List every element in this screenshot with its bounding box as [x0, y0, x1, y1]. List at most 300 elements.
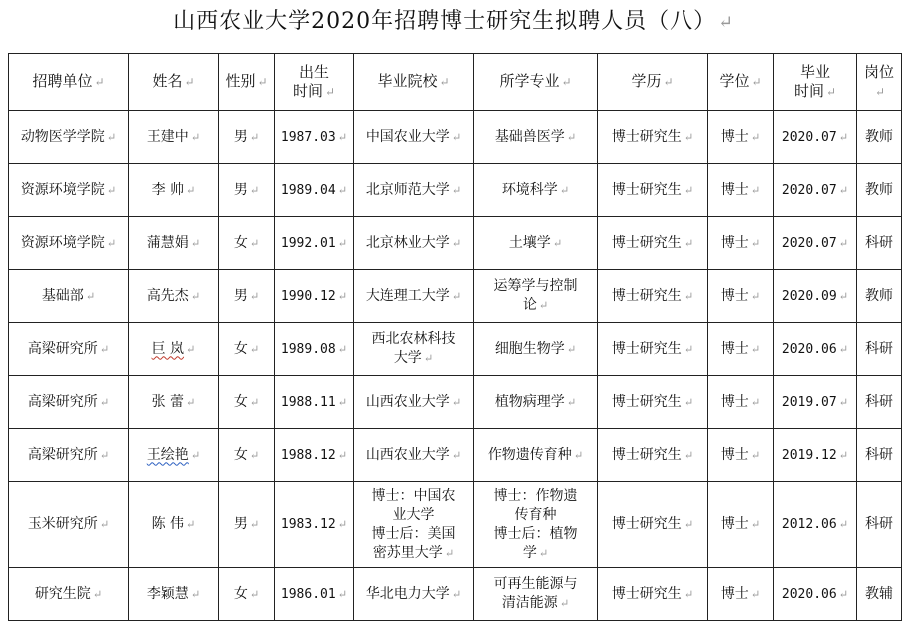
paragraph-mark-icon: ↵ [99, 395, 110, 409]
grad-cell [774, 164, 857, 217]
name-cell [129, 217, 219, 270]
paragraph-mark-icon: ↵ [561, 75, 572, 89]
paragraph-mark-icon: ↵ [683, 518, 694, 531]
paragraph-mark-icon: ↵ [683, 130, 694, 144]
paragraph-mark-icon: ↵ [566, 130, 577, 144]
school-cell [354, 376, 474, 429]
degree-cell [708, 429, 774, 482]
name-cell [129, 376, 219, 429]
major-text: 运筹学与控制 论 [493, 278, 578, 313]
paragraph-mark-icon: ↵ [538, 299, 549, 312]
paragraph-mark-icon: ↵ [663, 75, 674, 89]
paragraph-mark-icon: ↵ [750, 587, 761, 601]
paragraph-mark-icon: ↵ [106, 130, 117, 144]
paragraph-mark-icon: ↵ [552, 236, 563, 250]
birth-cell [275, 111, 354, 164]
paragraph-mark-icon: ↵ [825, 84, 837, 99]
table-row [9, 482, 902, 568]
paragraph-mark-icon: ↵ [573, 448, 584, 462]
header-label: 岗位 [863, 62, 894, 81]
education-text: 博士研究生 [611, 181, 682, 198]
paragraph-mark-icon: ↵ [838, 395, 849, 409]
degree-text: 博士 [720, 340, 749, 357]
paragraph-mark-icon: ↵ [186, 183, 196, 197]
degree-text: 博士 [720, 585, 749, 602]
paragraph-mark-icon: ↵ [451, 289, 462, 303]
unit-text: 高梁研究所 [27, 446, 98, 463]
degree-text: 博士 [720, 234, 749, 251]
degree-cell [708, 270, 774, 323]
paragraph-mark-icon: ↵ [337, 289, 348, 303]
unit-cell [9, 111, 129, 164]
paragraph-mark-icon: ↵ [838, 342, 849, 356]
paragraph-mark-icon: ↵ [559, 183, 570, 197]
paragraph-mark-icon: ↵ [451, 587, 462, 601]
table-body [9, 111, 902, 621]
paragraph-mark-icon: ↵ [99, 342, 110, 356]
education-cell [598, 111, 708, 164]
name-text: 蒲慧娟 [146, 234, 189, 251]
header-cell [354, 54, 474, 111]
grad-text: 2020.09 [781, 288, 837, 304]
paragraph-mark-icon: ↵ [337, 448, 348, 462]
school-cell [354, 164, 474, 217]
major-cell [474, 323, 598, 376]
post-cell [857, 111, 902, 164]
unit-cell [9, 568, 129, 621]
birth-cell [275, 323, 354, 376]
unit-text: 高梁研究所 [27, 393, 98, 410]
name-text: 李颖慧 [146, 585, 189, 602]
gender-cell [219, 164, 275, 217]
header-cell [598, 54, 708, 111]
header-label: 出生 时间 [292, 62, 329, 100]
school-text: 华北电力大学 [365, 585, 450, 602]
header-cell [708, 54, 774, 111]
paragraph-mark-icon: ↵ [249, 289, 260, 303]
education-cell [598, 429, 708, 482]
gender-cell [219, 270, 275, 323]
header-label: 所学专业 [499, 72, 560, 90]
table-row [9, 323, 902, 376]
unit-text: 资源环境学院 [20, 234, 105, 251]
post-cell [857, 429, 902, 482]
unit-cell [9, 270, 129, 323]
name-cell [129, 323, 219, 376]
paragraph-mark-icon: ↵ [99, 448, 110, 462]
paragraph-mark-icon: ↵ [249, 395, 260, 409]
paragraph-mark-icon: ↵ [750, 183, 761, 197]
school-cell [354, 217, 474, 270]
name-text: 巨 岚 [151, 340, 185, 357]
major-text: 细胞生物学 [494, 340, 565, 357]
paragraph-mark-icon: ↵ [683, 395, 694, 409]
table-row [9, 164, 902, 217]
education-text: 博士研究生 [611, 393, 682, 410]
paragraph-mark-icon: ↵ [683, 587, 694, 601]
post-cell [857, 217, 902, 270]
table-row [9, 270, 902, 323]
school-cell [354, 568, 474, 621]
paragraph-mark-icon: ↵ [538, 546, 549, 560]
unit-text: 动物医学学院 [20, 128, 105, 145]
name-text: 高先杰 [146, 287, 189, 304]
paragraph-mark-icon: ↵ [718, 13, 734, 33]
degree-text: 博士 [720, 128, 749, 145]
school-text: 山西农业大学 [365, 393, 450, 410]
header-label: 毕业院校 [377, 72, 438, 90]
grad-cell [774, 270, 857, 323]
paragraph-mark-icon: ↵ [184, 75, 195, 89]
grad-cell [774, 482, 857, 568]
paragraph-mark-icon: ↵ [838, 587, 849, 601]
paragraph-mark-icon: ↵ [838, 448, 849, 462]
degree-cell [708, 568, 774, 621]
unit-cell [9, 323, 129, 376]
birth-cell [275, 429, 354, 482]
gender-text: 女 [233, 446, 248, 463]
birth-cell [275, 270, 354, 323]
table-row [9, 429, 902, 482]
paragraph-mark-icon: ↵ [750, 236, 761, 250]
grad-cell [774, 429, 857, 482]
header-label: 毕业 时间 [793, 62, 830, 100]
gender-cell [219, 376, 275, 429]
paragraph-mark-icon: ↵ [337, 518, 348, 531]
name-text: 张 蕾 [151, 393, 185, 410]
paragraph-mark-icon: ↵ [750, 289, 761, 303]
school-text: 山西农业大学 [365, 446, 450, 463]
name-text: 李 帅 [151, 181, 185, 198]
unit-cell [9, 164, 129, 217]
name-cell [129, 164, 219, 217]
unit-cell [9, 482, 129, 568]
paragraph-mark-icon: ↵ [99, 518, 110, 531]
degree-cell [708, 164, 774, 217]
header-label: 招聘单位 [32, 72, 93, 90]
birth-cell [275, 568, 354, 621]
name-text: 陈 伟 [151, 516, 185, 532]
unit-cell [9, 217, 129, 270]
education-cell [598, 482, 708, 568]
paragraph-mark-icon: ↵ [559, 597, 570, 610]
education-text: 博士研究生 [611, 287, 682, 304]
unit-text: 基础部 [41, 287, 84, 304]
paragraph-mark-icon: ↵ [337, 587, 348, 601]
table-header-row [9, 54, 902, 111]
paragraph-mark-icon: ↵ [838, 289, 849, 303]
unit-text: 研究生院 [34, 585, 91, 602]
paragraph-mark-icon: ↵ [249, 448, 260, 462]
header-cell [774, 54, 857, 111]
education-text: 博士研究生 [611, 340, 682, 357]
education-text: 博士研究生 [611, 516, 682, 532]
header-label: 学历 [631, 72, 662, 90]
school-text: 博士：中国农 业大学 博士后：美国 密苏里大学 [371, 487, 456, 561]
gender-text: 男 [233, 128, 248, 145]
education-text: 博士研究生 [611, 446, 682, 463]
education-text: 博士研究生 [611, 585, 682, 602]
paragraph-mark-icon: ↵ [249, 236, 260, 250]
education-cell [598, 217, 708, 270]
header-cell [857, 54, 902, 111]
header-label: 学位 [719, 72, 750, 90]
post-text: 教师 [865, 128, 893, 145]
paragraph-mark-icon: ↵ [85, 289, 96, 303]
post-cell [857, 323, 902, 376]
paragraph-mark-icon: ↵ [190, 448, 201, 462]
major-text: 土壤学 [508, 234, 551, 251]
header-cell [474, 54, 598, 111]
paragraph-mark-icon: ↵ [106, 236, 117, 250]
grad-text: 2012.06 [781, 517, 837, 532]
school-text: 中国农业大学 [365, 128, 450, 145]
paragraph-mark-icon: ↵ [451, 448, 462, 462]
degree-text: 博士 [720, 446, 749, 463]
grad-cell [774, 323, 857, 376]
paragraph-mark-icon: ↵ [683, 236, 694, 250]
major-cell [474, 568, 598, 621]
major-text: 博士：作物遗 传育种 博士后：植物 学 [493, 487, 578, 561]
grad-cell [774, 217, 857, 270]
paragraph-mark-icon: ↵ [874, 84, 886, 99]
paragraph-mark-icon: ↵ [683, 342, 694, 356]
school-cell [354, 323, 474, 376]
paragraph-mark-icon: ↵ [683, 183, 694, 197]
paragraph-mark-icon: ↵ [249, 130, 260, 144]
education-cell [598, 323, 708, 376]
gender-cell [219, 429, 275, 482]
grad-text: 2020.06 [781, 586, 837, 602]
gender-text: 女 [233, 234, 248, 251]
major-cell [474, 111, 598, 164]
grad-text: 2020.06 [781, 341, 837, 357]
degree-cell [708, 376, 774, 429]
grad-cell [774, 376, 857, 429]
gender-cell [219, 323, 275, 376]
gender-cell [219, 111, 275, 164]
gender-text: 男 [233, 287, 248, 304]
paragraph-mark-icon: ↵ [249, 518, 260, 531]
paragraph-mark-icon: ↵ [337, 183, 348, 197]
major-cell [474, 270, 598, 323]
post-text: 科研 [865, 234, 893, 251]
paragraph-mark-icon: ↵ [451, 395, 462, 409]
grad-text: 2020.07 [781, 129, 837, 145]
header-cell [129, 54, 219, 111]
post-cell [857, 568, 902, 621]
school-cell [354, 111, 474, 164]
unit-cell [9, 376, 129, 429]
birth-cell [275, 217, 354, 270]
gender-text: 女 [233, 340, 248, 357]
paragraph-mark-icon: ↵ [249, 342, 260, 356]
school-text: 大连理工大学 [365, 287, 450, 304]
school-cell [354, 270, 474, 323]
grad-text: 2019.07 [781, 394, 837, 410]
birth-text: 1990.12 [280, 288, 336, 304]
paragraph-mark-icon: ↵ [451, 236, 462, 250]
grad-text: 2020.07 [781, 182, 837, 198]
birth-text: 1989.08 [280, 341, 336, 357]
post-text: 教师 [865, 181, 893, 198]
post-cell [857, 270, 902, 323]
grad-cell [774, 568, 857, 621]
education-cell [598, 376, 708, 429]
paragraph-mark-icon: ↵ [751, 75, 762, 89]
paragraph-mark-icon: ↵ [186, 395, 196, 409]
post-text: 科研 [865, 446, 893, 463]
major-text: 环境科学 [501, 181, 558, 198]
post-text: 科研 [865, 516, 893, 532]
major-text: 植物病理学 [494, 393, 565, 410]
paragraph-mark-icon: ↵ [190, 289, 201, 303]
school-cell [354, 482, 474, 568]
paragraph-mark-icon: ↵ [249, 587, 260, 601]
paragraph-mark-icon: ↵ [190, 587, 201, 601]
paragraph-mark-icon: ↵ [750, 130, 761, 144]
degree-text: 博士 [720, 393, 749, 410]
paragraph-mark-icon: ↵ [451, 130, 462, 144]
gender-text: 女 [233, 393, 248, 410]
grad-cell [774, 111, 857, 164]
degree-text: 博士 [720, 181, 749, 198]
paragraph-mark-icon: ↵ [683, 289, 694, 303]
grad-text: 2019.12 [781, 447, 837, 463]
school-text: 西北农林科技 大学 [371, 331, 456, 366]
name-text: 王绘艳 [146, 446, 189, 463]
paragraph-mark-icon: ↵ [106, 183, 117, 197]
paragraph-mark-icon: ↵ [838, 236, 849, 250]
paragraph-mark-icon: ↵ [337, 130, 348, 144]
major-cell [474, 429, 598, 482]
paragraph-mark-icon: ↵ [750, 342, 761, 356]
degree-cell [708, 217, 774, 270]
gender-text: 女 [233, 585, 248, 602]
school-cell [354, 429, 474, 482]
major-text: 可再生能源与 清洁能源 [493, 576, 578, 611]
degree-cell [708, 111, 774, 164]
birth-text: 1986.01 [280, 586, 336, 602]
paragraph-mark-icon: ↵ [838, 518, 849, 531]
name-cell [129, 111, 219, 164]
page-title [0, 6, 907, 39]
degree-text: 博士 [720, 287, 749, 304]
school-text: 北京林业大学 [365, 234, 450, 251]
unit-text: 资源环境学院 [20, 181, 105, 198]
major-cell [474, 217, 598, 270]
post-cell [857, 376, 902, 429]
paragraph-mark-icon: ↵ [337, 342, 348, 356]
paragraph-mark-icon: ↵ [257, 75, 268, 89]
gender-cell [219, 568, 275, 621]
paragraph-mark-icon: ↵ [750, 448, 761, 462]
name-cell [129, 568, 219, 621]
education-text: 博士研究生 [611, 128, 682, 145]
paragraph-mark-icon: ↵ [439, 75, 450, 89]
education-cell [598, 270, 708, 323]
paragraph-mark-icon: ↵ [750, 395, 761, 409]
birth-cell [275, 376, 354, 429]
school-text: 北京师范大学 [365, 181, 450, 198]
paragraph-mark-icon: ↵ [186, 342, 196, 356]
degree-text: 博士 [720, 516, 749, 532]
unit-cell [9, 429, 129, 482]
header-cell [9, 54, 129, 111]
name-cell [129, 482, 219, 568]
unit-text: 玉米研究所 [27, 516, 98, 532]
education-text: 博士研究生 [611, 234, 682, 251]
paragraph-mark-icon: ↵ [566, 342, 577, 356]
paragraph-mark-icon: ↵ [838, 183, 849, 197]
grad-text: 2020.07 [781, 235, 837, 251]
birth-cell [275, 164, 354, 217]
paragraph-mark-icon: ↵ [249, 183, 260, 197]
birth-text: 1987.03 [280, 129, 336, 145]
paragraph-mark-icon: ↵ [337, 395, 348, 409]
degree-cell [708, 323, 774, 376]
major-text: 基础兽医学 [494, 128, 565, 145]
table-row [9, 568, 902, 621]
header-label: 性别 [225, 72, 256, 90]
paragraph-mark-icon: ↵ [94, 75, 105, 89]
table-row [9, 111, 902, 164]
paragraph-mark-icon: ↵ [190, 130, 201, 144]
paragraph-mark-icon: ↵ [566, 395, 577, 409]
name-cell [129, 429, 219, 482]
post-cell [857, 482, 902, 568]
birth-text: 1992.01 [280, 235, 336, 251]
paragraph-mark-icon: ↵ [451, 183, 462, 197]
gender-cell [219, 482, 275, 568]
post-text: 教师 [865, 287, 893, 304]
education-cell [598, 164, 708, 217]
paragraph-mark-icon: ↵ [750, 518, 761, 531]
paragraph-mark-icon: ↵ [423, 352, 434, 365]
major-cell [474, 376, 598, 429]
paragraph-mark-icon: ↵ [337, 236, 348, 250]
paragraph-mark-icon: ↵ [838, 130, 849, 144]
education-cell [598, 568, 708, 621]
birth-cell [275, 482, 354, 568]
table-row [9, 376, 902, 429]
paragraph-mark-icon: ↵ [444, 546, 455, 560]
page-title-text: 山西农业大学2020年招聘博士研究生拟聘人员（八） [173, 9, 717, 34]
post-text: 科研 [865, 340, 893, 357]
post-text: 教辅 [865, 585, 893, 602]
gender-text: 男 [233, 516, 248, 532]
gender-text: 男 [233, 181, 248, 198]
post-text: 科研 [865, 393, 893, 410]
unit-text: 高梁研究所 [27, 340, 98, 357]
birth-text: 1983.12 [280, 517, 336, 532]
birth-text: 1988.12 [280, 447, 336, 463]
birth-text: 1988.11 [280, 394, 336, 410]
major-cell [474, 482, 598, 568]
header-label: 姓名 [152, 72, 183, 90]
birth-text: 1989.04 [280, 182, 336, 198]
degree-cell [708, 482, 774, 568]
table-row [9, 217, 902, 270]
name-cell [129, 270, 219, 323]
major-cell [474, 164, 598, 217]
gender-cell [219, 217, 275, 270]
candidates-table [8, 53, 902, 621]
header-cell [275, 54, 354, 111]
paragraph-mark-icon: ↵ [186, 518, 196, 531]
paragraph-mark-icon: ↵ [92, 587, 103, 601]
paragraph-mark-icon: ↵ [683, 448, 694, 462]
